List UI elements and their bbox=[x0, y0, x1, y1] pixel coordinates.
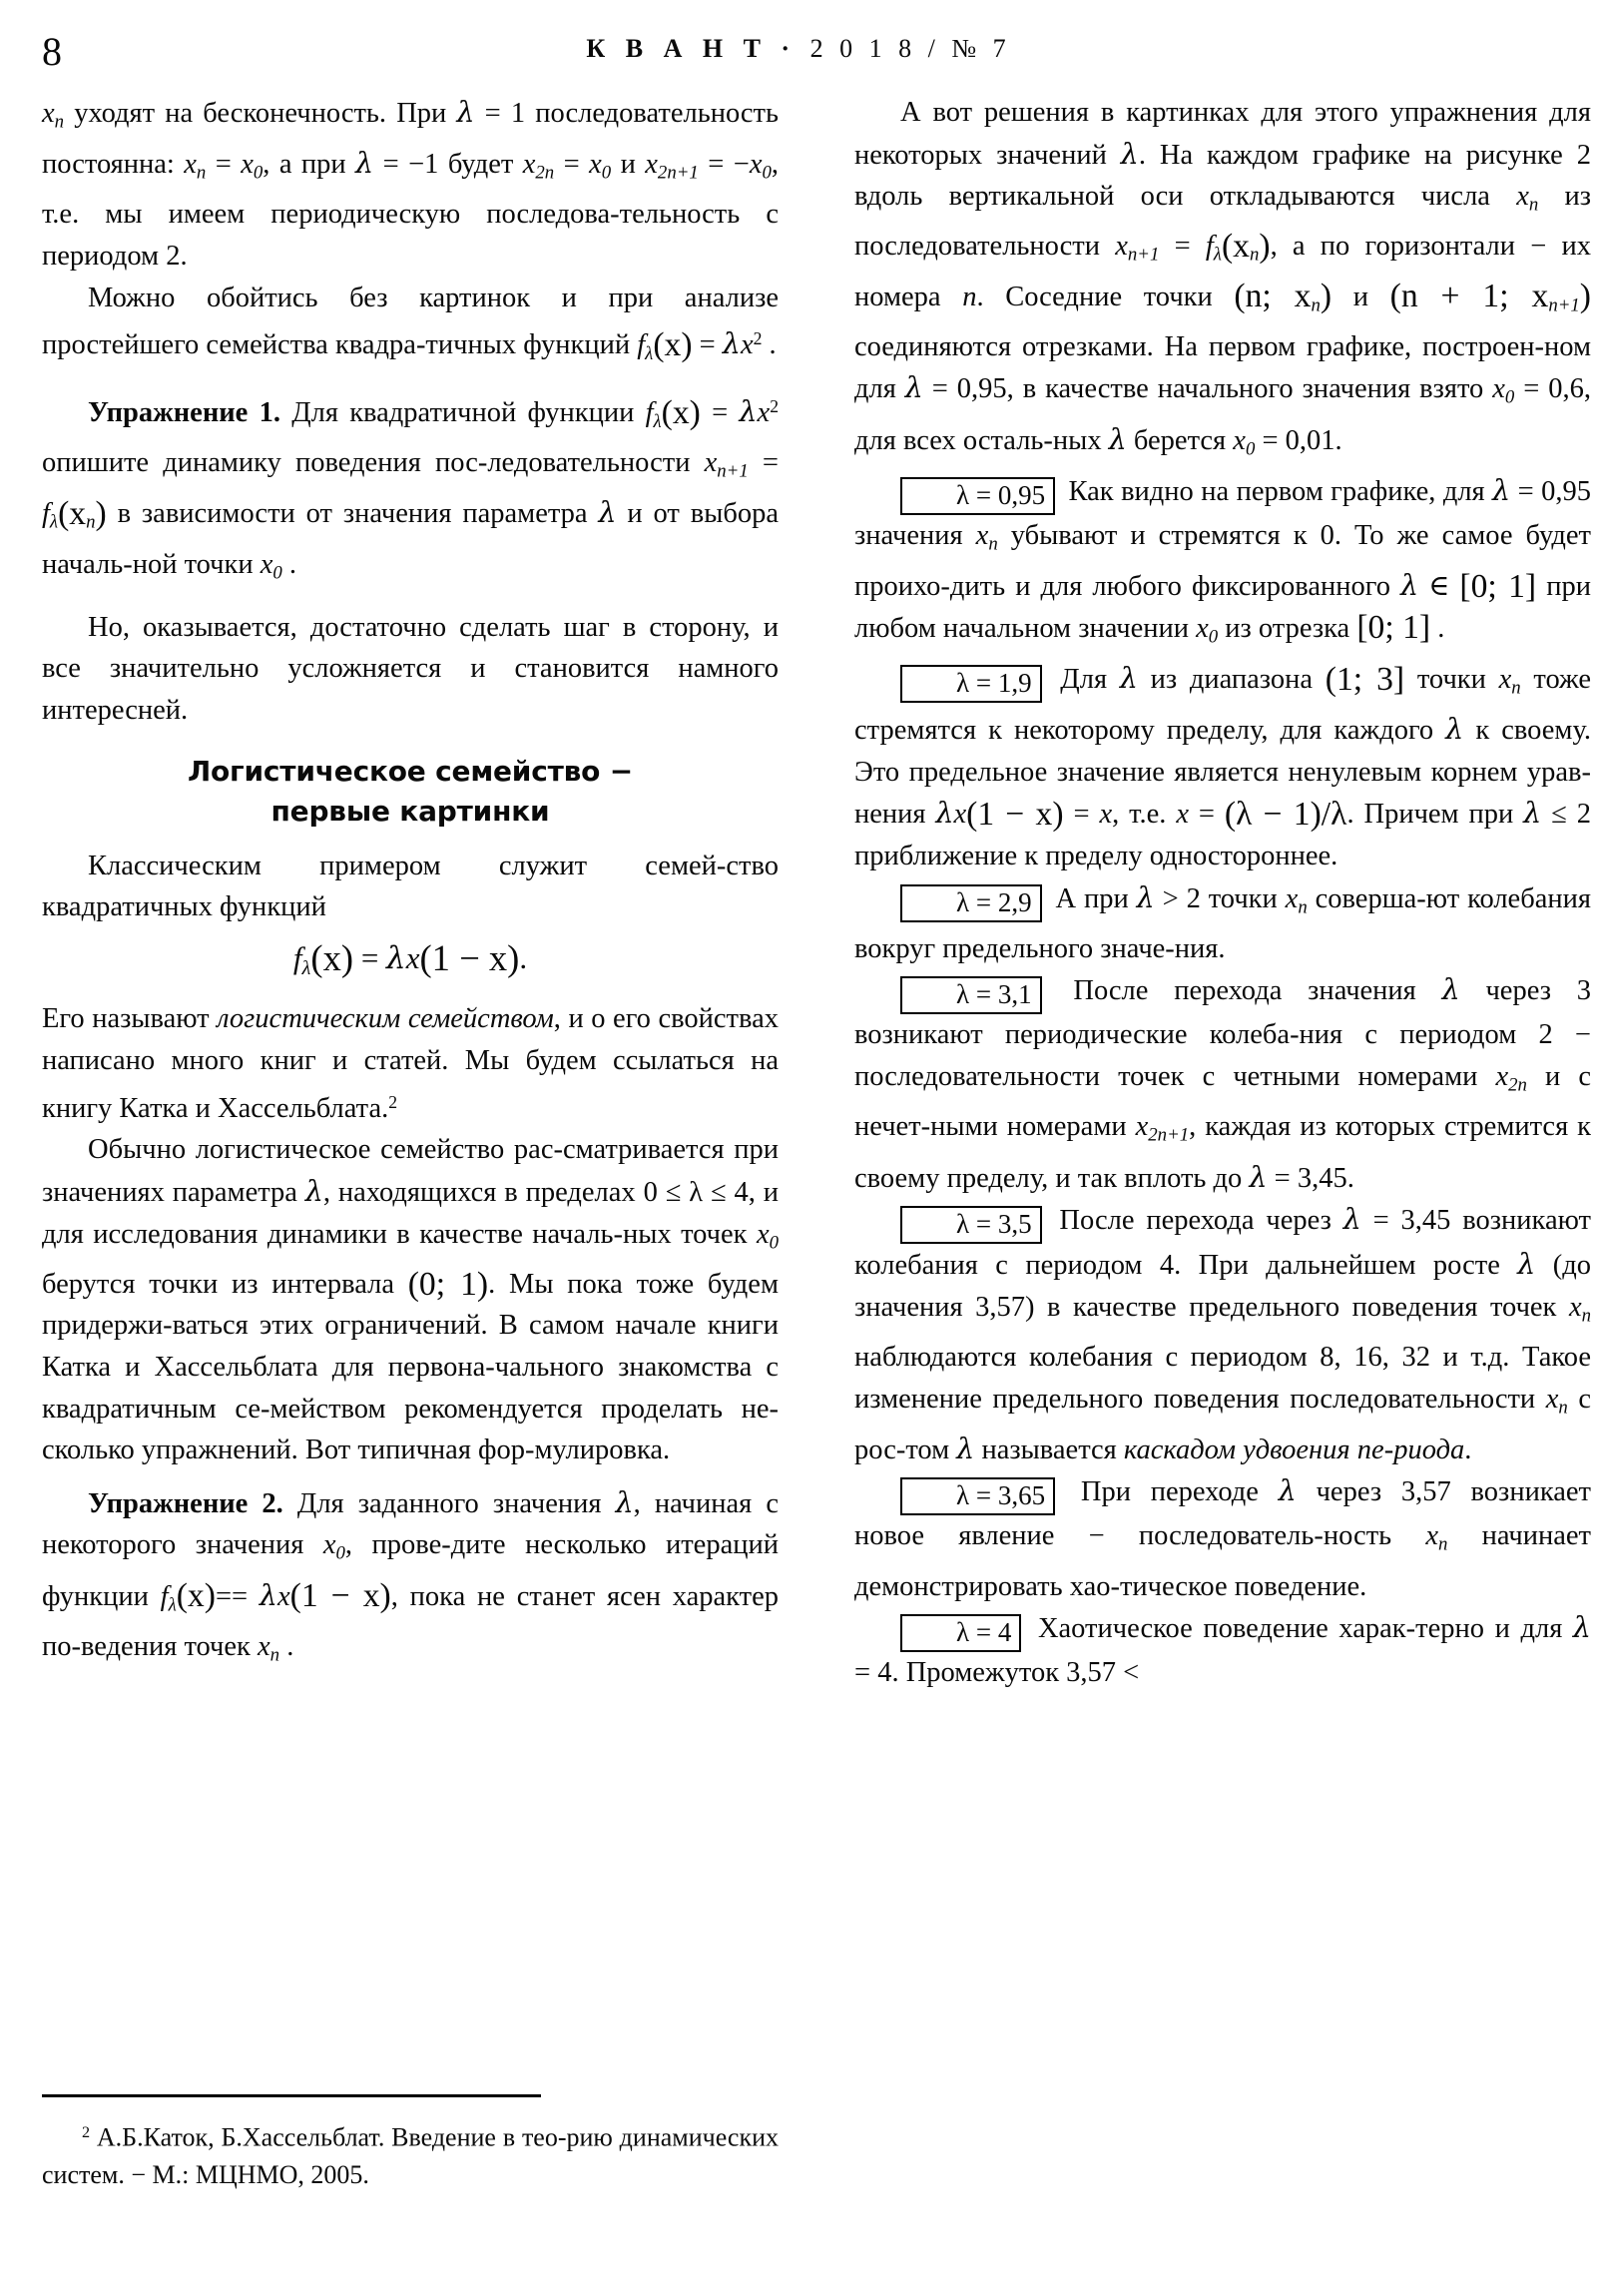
math-sub-lambda: λ bbox=[168, 1594, 177, 1616]
paragraph-classic-example: Классическим примером служит семей-ство квадратичных функций bbox=[42, 850, 779, 923]
section-heading-line-1: Логистическое семейство − bbox=[187, 754, 634, 788]
issue-number: 2 0 1 8 / № 7 bbox=[809, 34, 1011, 63]
text-run: . bbox=[762, 329, 777, 361]
text-run: , т.е. bbox=[1112, 799, 1177, 831]
text-run: . bbox=[1430, 612, 1445, 644]
math-lambda: λ bbox=[1278, 1474, 1297, 1508]
text-run: Для заданного значения bbox=[282, 1487, 616, 1519]
math-paren-x: (x) bbox=[310, 936, 354, 978]
math-x: x bbox=[1498, 664, 1512, 696]
block-lambda-19 bbox=[854, 658, 1591, 877]
math-x: x bbox=[405, 939, 420, 975]
math-paren-group: (1 − x) bbox=[966, 796, 1064, 834]
block-lambda-35 bbox=[854, 1199, 1591, 1470]
text-run: Хаотическое поведение харак-терно и для bbox=[1027, 1613, 1573, 1645]
math-f: f bbox=[1205, 231, 1214, 263]
text-run: = bbox=[1188, 799, 1225, 831]
math-f: f bbox=[637, 329, 646, 361]
text-run: Как видно на первом графике, для bbox=[1061, 475, 1493, 507]
italic-term-logistic-family: логистическим семейством bbox=[217, 1003, 554, 1035]
text-run: = bbox=[748, 447, 779, 479]
math-point-open: (n + 1; x bbox=[1389, 278, 1549, 315]
math-x: x bbox=[1135, 1111, 1149, 1143]
text-run: Для bbox=[1047, 664, 1120, 696]
text-run: из последовательности bbox=[854, 181, 1591, 263]
text-run: , находящихся в пределах bbox=[322, 1177, 644, 1209]
journal-name: К В А Н Т bbox=[586, 34, 768, 63]
math-point-open: (n; x bbox=[1234, 278, 1312, 315]
text-run: = 0,95, в качестве начального значения взято bbox=[922, 373, 1493, 405]
math-f: f bbox=[292, 939, 302, 975]
text-run: . bbox=[519, 939, 528, 975]
math-x: x bbox=[1492, 373, 1505, 405]
footnote-text bbox=[42, 2114, 779, 2194]
math-interval: (0; 1) bbox=[407, 1265, 489, 1303]
math-lambda: λ bbox=[1249, 1160, 1268, 1194]
text-run: , т.е. мы имеем периодическую последова-тельность с периодом 2. bbox=[42, 149, 779, 273]
math-lambda: λ bbox=[722, 327, 741, 361]
math-point-close: ) bbox=[1320, 278, 1332, 315]
math-x: x bbox=[276, 1580, 290, 1612]
math-paren-open: (x bbox=[58, 495, 87, 532]
math-sub-n: n bbox=[54, 111, 65, 133]
math-lambda: λ bbox=[1492, 473, 1511, 507]
text-run: = 4. Промежуток 3,57 < bbox=[854, 1657, 1140, 1689]
math-sub-0: 0 bbox=[335, 1543, 345, 1565]
text-run: После перехода значения bbox=[1047, 975, 1442, 1007]
math-sub-n: n bbox=[1581, 1305, 1591, 1327]
lambda-tag-31: λ = 3,1 bbox=[900, 976, 1042, 1014]
math-sub-n: n bbox=[1311, 294, 1321, 316]
text-run: , прове-дите несколько итераций функции bbox=[42, 1529, 779, 1612]
text-run: = − bbox=[698, 149, 750, 181]
text-run: , а по горизонтали − их номера bbox=[854, 231, 1592, 312]
right-column bbox=[854, 92, 1591, 2288]
math-x: x bbox=[258, 1630, 270, 1662]
footnote-marker: 2 bbox=[82, 2124, 91, 2141]
math-sub-lambda: λ bbox=[1213, 245, 1222, 267]
math-interval: [0; 1] bbox=[1459, 567, 1537, 605]
italic-term-period-doubling-cascade: каскадом удвоения пе-риода bbox=[1123, 1434, 1465, 1465]
math-lambda: λ bbox=[1517, 1248, 1536, 1282]
math-x: x bbox=[241, 149, 254, 181]
math-sub-0: 0 bbox=[762, 162, 772, 184]
math-x: x bbox=[1115, 231, 1128, 263]
math-lambda: λ bbox=[1342, 1203, 1361, 1237]
text-run: . bbox=[281, 548, 297, 580]
math-x: x bbox=[322, 1529, 336, 1561]
math-lambda: λ bbox=[1108, 422, 1127, 456]
text-run: и от выбора началь-ной точки bbox=[42, 498, 779, 580]
text-run: из отрезка bbox=[1218, 612, 1357, 644]
math-x: x bbox=[42, 98, 55, 129]
lambda-tag-4: λ = 4 bbox=[900, 1614, 1021, 1652]
text-run: . На каждом графике на рисунке 2 вдоль вертикальной оси откладываются числа bbox=[854, 139, 1591, 213]
math-paren-open: (x bbox=[1221, 228, 1250, 266]
math-sub-2n1: 2n+1 bbox=[657, 162, 699, 184]
text-run: = bbox=[353, 939, 387, 975]
text-run: при любом начальном значении bbox=[854, 571, 1591, 644]
math-point-close: ) bbox=[1579, 278, 1591, 315]
text-run: берется bbox=[1126, 424, 1234, 456]
text-run: из диапазона bbox=[1137, 664, 1326, 696]
math-exponent: 2 bbox=[770, 395, 780, 416]
math-x: x bbox=[975, 519, 989, 551]
math-lambda: λ bbox=[1136, 880, 1155, 914]
section-heading-line-2: первые картинки bbox=[270, 794, 550, 828]
math-paren-group: (1 − x) bbox=[289, 1577, 391, 1615]
text-run: = bbox=[215, 1580, 233, 1612]
text-run: = 3,45 возникают колебания с периодом 4. При дальнейшем росте bbox=[854, 1205, 1591, 1282]
text-run: = 0,6, для всех осталь-ных bbox=[854, 373, 1592, 456]
text-run: и с нечет-ными номерами bbox=[854, 1061, 1591, 1143]
text-run: Можно обойтись без картинок и при анализе простейшего семейства квадра-тичных функций bbox=[42, 282, 779, 361]
math-lambda: λ bbox=[615, 1485, 634, 1519]
text-run: = −1 будет bbox=[373, 149, 523, 181]
header-separator: · bbox=[781, 34, 798, 63]
text-run: , каждая из которых стремится к своему пределу, и так вплоть до bbox=[854, 1111, 1592, 1194]
paragraph-without-pictures bbox=[42, 278, 779, 375]
math-paren-x: (x) bbox=[661, 393, 701, 431]
math-sub-lambda: λ bbox=[645, 343, 654, 365]
text-run: Обычно логистическое семейство рас-сматривается при значениях параметра bbox=[42, 1134, 779, 1209]
text-run: А.Б.Каток, Б.Хассельблат. Введение в тео-рию динамических систем. − М.: МЦНМО, 2005. bbox=[42, 2122, 779, 2190]
math-x: x bbox=[704, 447, 718, 479]
page-number: 8 bbox=[42, 29, 62, 74]
text-run: > 2 точки bbox=[1154, 882, 1286, 914]
text-run: , начиная с некоторого значения bbox=[42, 1487, 779, 1561]
math-paren-close: ) bbox=[95, 495, 107, 532]
text-run: А при bbox=[1047, 882, 1137, 914]
math-paren-x: (x) bbox=[176, 1577, 216, 1615]
math-x: x bbox=[740, 329, 754, 361]
text-run: = 0,95 значения bbox=[854, 475, 1591, 551]
text-run: начинает демонстрировать хао-тическое поведение. bbox=[854, 1520, 1591, 1602]
section-heading bbox=[42, 752, 779, 832]
math-lambda: λ bbox=[598, 496, 617, 530]
math-x: x bbox=[184, 149, 197, 181]
math-lambda-range: 0 ≤ λ ≤ 4 bbox=[643, 1177, 749, 1209]
math-x: x bbox=[1233, 424, 1246, 456]
text-run: в зависимости от значения параметра bbox=[106, 498, 599, 530]
math-sub-0: 0 bbox=[1504, 387, 1515, 409]
math-f: f bbox=[160, 1580, 169, 1612]
text-run: к своему. Это предельное значение является ненулевым корнем урав-нения bbox=[854, 715, 1591, 831]
text-run: . bbox=[1464, 1434, 1472, 1465]
math-x: x bbox=[260, 548, 273, 580]
math-sub-n: n bbox=[1558, 1397, 1568, 1419]
text-run: убывают и стремятся к 0. То же самое будет проихо-дить и для любого фиксированного bbox=[854, 519, 1591, 603]
text-run: точки bbox=[1404, 664, 1499, 696]
math-sub-n: n bbox=[1298, 896, 1308, 918]
text-run: После перехода через bbox=[1047, 1205, 1343, 1237]
block-lambda-095 bbox=[854, 470, 1591, 658]
text-run: = 3,45. bbox=[1267, 1162, 1354, 1194]
math-f: f bbox=[645, 396, 654, 428]
math-sub-n: n bbox=[1528, 194, 1539, 216]
math-x: x bbox=[522, 149, 536, 181]
text-run: = 1 последовательность постоянна: bbox=[42, 98, 780, 181]
math-x: x bbox=[1495, 1061, 1509, 1093]
math-paren-group: (1 − x) bbox=[419, 936, 520, 978]
math-sub-2n: 2n bbox=[535, 162, 555, 184]
math-sub-0: 0 bbox=[769, 1232, 779, 1254]
text-run: (до значения 3,57) в качестве предельного поведения точек bbox=[854, 1250, 1591, 1323]
paragraph-step-aside: Но, оказывается, достаточно сделать шаг в сторону, и все значительно усложняется и становится намного интересней. bbox=[42, 611, 779, 726]
math-lambda: λ bbox=[259, 1578, 277, 1612]
math-sub-0: 0 bbox=[601, 162, 612, 184]
math-paren-x: (x) bbox=[653, 326, 693, 364]
math-sub-n: n bbox=[1249, 245, 1260, 267]
math-interval: [0; 1] bbox=[1356, 609, 1431, 647]
math-x: x bbox=[953, 799, 967, 831]
math-x: x bbox=[645, 149, 658, 181]
lambda-tag-365: λ = 3,65 bbox=[900, 1477, 1055, 1515]
math-x: x bbox=[1099, 799, 1113, 831]
paragraph-xn-infinity bbox=[42, 92, 779, 278]
math-sub-n: n bbox=[269, 1644, 280, 1666]
math-lambda: λ bbox=[304, 1175, 323, 1209]
block-lambda-4 bbox=[854, 1607, 1591, 1694]
lambda-tag-095: λ = 0,95 bbox=[900, 477, 1055, 515]
text-run: . Мы пока тоже будем придержи-ваться этих ограничений. В самом начале книги Катка и Хассельблата для первона-чального знакомства с квадратичным се-мейством рекомендуется проделать не-сколько упражнений. Вот типичная фор-мулировка. bbox=[42, 1268, 779, 1466]
text-run: ∈ bbox=[1418, 571, 1460, 603]
exercise-1-label: Упражнение 1. bbox=[88, 396, 280, 428]
math-sub-0: 0 bbox=[1208, 626, 1219, 648]
math-sub-lambda: λ bbox=[49, 511, 59, 533]
math-x: x bbox=[1176, 799, 1189, 831]
exercise-2-label: Упражнение 2. bbox=[88, 1487, 283, 1519]
math-exponent: 2 bbox=[753, 328, 763, 349]
text-run: наблюдаются колебания с периодом 8, 16, 32 и т.д. Такое изменение предельного поведения последовательности bbox=[854, 1341, 1591, 1415]
math-x: x bbox=[1285, 882, 1299, 914]
text-run: . Соседние точки bbox=[976, 281, 1235, 312]
math-sub-0: 0 bbox=[253, 162, 264, 184]
text-run: , и для исследования динамики в качестве началь-ных точек bbox=[42, 1177, 779, 1250]
math-x: x bbox=[1196, 612, 1209, 644]
math-n: n bbox=[962, 281, 977, 312]
text-run: Его называют bbox=[42, 1003, 218, 1035]
math-sub-lambda: λ bbox=[301, 956, 311, 979]
math-x: x bbox=[749, 149, 763, 181]
text-run: через 3,57 возникает новое явление − последователь-ность bbox=[854, 1476, 1591, 1552]
exercise-1 bbox=[42, 386, 779, 594]
text-run: Для квадратичной функции bbox=[279, 396, 646, 428]
math-interval: (1; 3] bbox=[1325, 660, 1405, 698]
text-run: и bbox=[1331, 281, 1390, 312]
math-sub-n1: n+1 bbox=[1127, 245, 1160, 267]
math-lambda: λ bbox=[1441, 973, 1460, 1007]
text-run: . Причем при bbox=[1346, 799, 1524, 831]
math-lambda: λ bbox=[1119, 662, 1138, 696]
text-run: = bbox=[206, 149, 242, 181]
math-sub-n: n bbox=[1511, 677, 1521, 699]
math-sub-n1: n+1 bbox=[717, 460, 749, 482]
text-run: соверша-ют колебания вокруг предельного значе-ния. bbox=[854, 882, 1591, 964]
paragraph-called-logistic bbox=[42, 998, 779, 1129]
math-lambda: λ bbox=[355, 147, 374, 181]
math-lambda: λ bbox=[1400, 569, 1419, 603]
math-sub-n: n bbox=[196, 162, 207, 184]
math-sub-n: n bbox=[86, 511, 96, 533]
math-sub-n1: n+1 bbox=[1548, 294, 1580, 316]
math-sub-0: 0 bbox=[272, 562, 282, 584]
text-run: через 3 возникают периодические колеба-ния с периодом 2 − последовательности точек с четными номерами bbox=[854, 975, 1591, 1093]
math-f: f bbox=[42, 498, 50, 530]
math-x: x bbox=[1545, 1383, 1559, 1415]
math-lambda: λ bbox=[456, 96, 475, 129]
lambda-tag-35: λ = 3,5 bbox=[900, 1206, 1042, 1244]
math-lambda: λ bbox=[739, 394, 758, 428]
math-x: x bbox=[589, 149, 602, 181]
math-sub-lambda: λ bbox=[653, 410, 662, 432]
text-run: = bbox=[554, 149, 590, 181]
text-run: , и о его свойствах написано много книг и статей. Мы будем ссылаться на книгу Катка и Хассельблата. bbox=[42, 1003, 779, 1124]
block-lambda-29 bbox=[854, 877, 1591, 970]
math-lambda: λ bbox=[386, 939, 406, 976]
math-paren-close: ) bbox=[1259, 228, 1271, 266]
left-column bbox=[42, 92, 779, 2048]
text-run: ≤ 2 приближение к пределу одностороннее. bbox=[854, 799, 1591, 872]
math-x: x bbox=[1425, 1520, 1439, 1552]
text-run: опишите динамику поведения пос-ледовательности bbox=[42, 447, 705, 479]
math-sub-2n: 2n bbox=[1508, 1074, 1527, 1096]
math-lambda: λ bbox=[904, 371, 923, 405]
text-run: тоже стремятся к некоторому пределу, для каждого bbox=[854, 664, 1591, 747]
text-run: , а при bbox=[263, 149, 356, 181]
math-sub-n: n bbox=[988, 533, 998, 555]
text-run: и bbox=[611, 149, 646, 181]
math-lambda: λ bbox=[1523, 797, 1542, 831]
text-run: называется bbox=[974, 1434, 1124, 1465]
text-run: = bbox=[1159, 231, 1206, 263]
text-run: уходят на бесконечность. При bbox=[64, 98, 457, 129]
text-run: берутся точки из интервала bbox=[42, 1268, 408, 1300]
math-lambda: λ bbox=[956, 1432, 975, 1465]
math-x: x bbox=[1516, 181, 1529, 213]
text-run: = bbox=[232, 1580, 260, 1612]
math-x: x bbox=[756, 1218, 770, 1250]
journal-title-line bbox=[0, 34, 1597, 64]
footnote-ref[interactable]: 2 bbox=[388, 1091, 398, 1112]
block-lambda-31 bbox=[854, 969, 1591, 1199]
math-x: x bbox=[757, 396, 771, 428]
text-run: При переходе bbox=[1061, 1476, 1279, 1508]
math-fraction: (λ − 1)/λ bbox=[1224, 796, 1347, 834]
text-run: , пока не станет ясен характер по-ведения точек bbox=[42, 1580, 780, 1662]
paragraph-usual-range bbox=[42, 1129, 779, 1470]
text-run: = bbox=[1063, 799, 1100, 831]
running-head bbox=[0, 28, 1597, 88]
math-lambda: λ bbox=[1120, 137, 1139, 171]
math-sub-n: n bbox=[1438, 1534, 1448, 1555]
text-run: А вот решения в картинках для этого упражнения для некоторых значений bbox=[854, 97, 1591, 171]
text-run: = 0,01. bbox=[1255, 424, 1342, 456]
lambda-tag-29: λ = 2,9 bbox=[900, 884, 1042, 922]
exercise-2 bbox=[42, 1482, 779, 1676]
paragraph-solutions-in-pictures bbox=[854, 92, 1591, 470]
text-run: = bbox=[700, 396, 740, 428]
block-lambda-365 bbox=[854, 1470, 1591, 1607]
lambda-tag-19: λ = 1,9 bbox=[900, 665, 1042, 703]
text-run: с рос-том bbox=[854, 1383, 1591, 1465]
text-run: = bbox=[692, 329, 723, 361]
footnote-block bbox=[42, 2114, 779, 2194]
math-lambda: λ bbox=[1572, 1611, 1591, 1645]
display-formula-logistic bbox=[42, 937, 779, 990]
math-lambda: λ bbox=[935, 797, 954, 831]
math-sub-0: 0 bbox=[1245, 438, 1256, 460]
text-run: соединяются отрезками. На первом графике, построен-ном для bbox=[854, 330, 1591, 405]
math-lambda: λ bbox=[1445, 713, 1464, 747]
math-x: x bbox=[1568, 1291, 1582, 1323]
text-run: . bbox=[279, 1630, 294, 1662]
math-sub-2n1: 2n+1 bbox=[1148, 1124, 1190, 1146]
footnote-rule bbox=[42, 2094, 541, 2097]
